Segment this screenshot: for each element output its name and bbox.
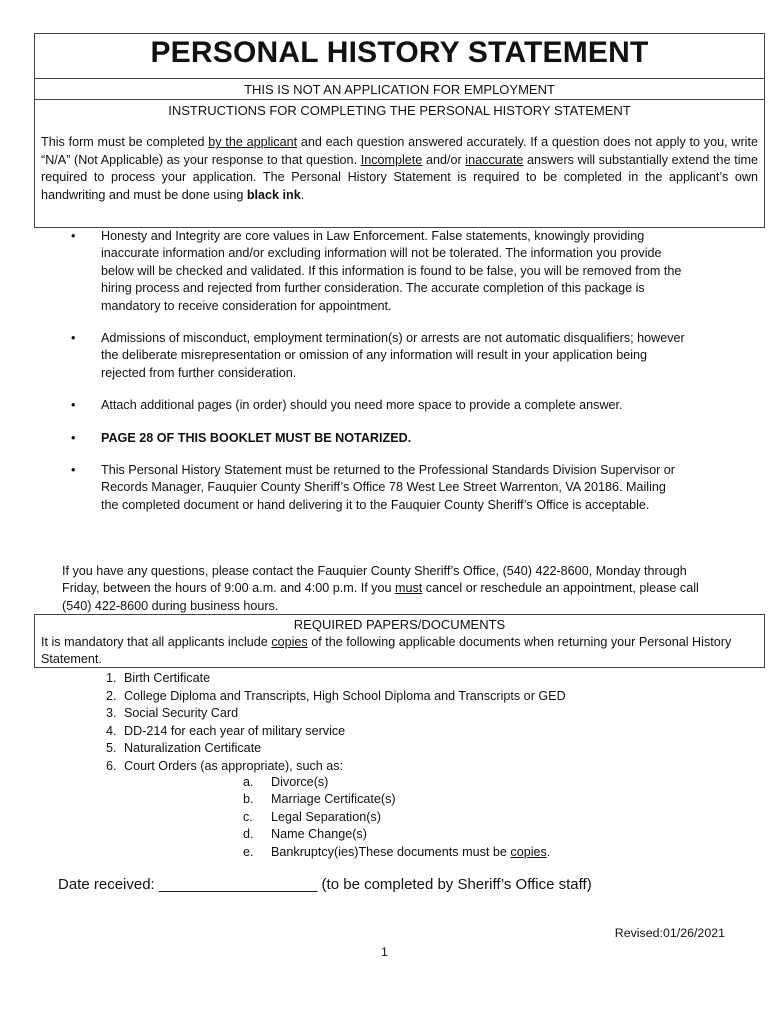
list-underline: copies — [510, 844, 547, 859]
instructions-heading: INSTRUCTIONS FOR COMPLETING THE PERSONAL HISTORY STATEMENT — [168, 103, 631, 118]
bullet-text: Admissions of misconduct, employment termination(s) or arrests are not automatic disqualifiers; however the deliberate misrepresentation or omission of any information will result in your application being rejected from further consideration. — [101, 331, 685, 380]
intro-text: and/or — [422, 152, 466, 167]
contact-text: If you have any questions, please contact the Fauquier County Sheriff’s Office, (540) 422-8600, Monday through Friday, between the hours of 9:00 a.m. and 4:00 p.m. If you — [62, 564, 687, 596]
list-item — [243, 791, 550, 808]
intro-text: This form must be completed — [41, 135, 209, 149]
required-documents-box — [34, 614, 765, 668]
list-text: Naturalization Certificate — [124, 741, 262, 756]
intro-paragraph — [41, 134, 758, 204]
list-text: Marriage Certificate(s) — [271, 792, 396, 807]
bullet-icon: • — [71, 229, 76, 243]
instruction-bullets — [65, 228, 685, 529]
contact-paragraph — [62, 563, 702, 615]
list-number: 2. — [106, 688, 117, 703]
required-text-part: of the following applicable documents when returning your Personal History Statement. — [41, 635, 732, 667]
court-orders-list — [243, 774, 550, 861]
list-number: 3. — [106, 706, 117, 721]
list-text: DD-214 for each year of military service — [124, 723, 346, 738]
bullet-text: PAGE 28 OF THIS BOOKLET MUST BE NOTARIZED. — [101, 430, 412, 445]
instructions-box — [34, 33, 765, 228]
intro-underline: Incomplete — [360, 152, 423, 167]
bullet-item — [65, 330, 685, 382]
list-number: 6. — [106, 758, 117, 773]
bullet-item — [65, 397, 685, 414]
page-number: 1 — [381, 945, 388, 959]
divider — [35, 99, 764, 100]
intro-text: answers will substantially extend the time required to process your application. The Personal History Statement is required to be completed in the applicant’s own handwriting and must be done using — [41, 152, 758, 202]
list-item — [106, 758, 566, 776]
documents-list — [106, 670, 566, 776]
bullet-icon: • — [71, 430, 76, 445]
list-text: Bankruptcy(ies)These documents must be — [271, 844, 511, 859]
intro-text: and each question answered accurately. If a question does not apply to you, write “N/A” (Not Applicable) as your response to that question. — [41, 135, 758, 167]
revised-date: Revised:01/26/2021 — [614, 926, 725, 940]
list-item — [106, 723, 566, 741]
intro-bold: black ink — [246, 187, 301, 202]
list-text: Legal Separation(s) — [271, 809, 381, 824]
list-letter: b. — [243, 792, 254, 807]
list-item — [243, 809, 550, 826]
bullet-text: Honesty and Integrity are core values in Law Enforcement. False statements, knowingly providing inaccurate information and/or excluding information will not be tolerated. The information you provide below will be checked and validated. If this information is found to be false, you will be removed from the hiring process and rejected from further consideration. The accurate completion of this package is mandatory to receive consideration for appointment. — [101, 229, 682, 313]
bullet-icon: • — [71, 398, 76, 413]
list-number: 1. — [106, 671, 117, 685]
contact-underline: must — [395, 581, 423, 596]
bullet-icon: • — [71, 463, 76, 478]
contact-text: cancel or reschedule an appointment, please call (540) 422-8600 during business hours. — [62, 581, 699, 613]
list-text: Court Orders (as appropriate), such as: — [124, 758, 344, 773]
required-text — [41, 634, 758, 669]
list-item — [106, 740, 566, 758]
list-number: 5. — [106, 741, 117, 756]
intro-text: . — [300, 187, 305, 202]
list-item — [106, 705, 566, 723]
divider — [35, 78, 764, 79]
bullet-text: Attach additional pages (in order) should you need more space to provide a complete answer. — [101, 398, 623, 413]
list-item — [106, 688, 566, 706]
list-letter: c. — [243, 809, 253, 824]
bullet-item — [65, 228, 685, 315]
list-number: 4. — [106, 723, 117, 738]
list-letter: d. — [243, 827, 254, 842]
bullet-item — [65, 430, 685, 447]
list-item — [106, 670, 566, 688]
list-item — [243, 774, 550, 791]
required-text-part: It is mandatory that all applicants include — [41, 635, 272, 649]
list-letter: e. — [243, 844, 254, 859]
list-letter: a. — [243, 775, 254, 789]
list-text: Divorce(s) — [271, 775, 329, 789]
intro-underline: by the applicant — [208, 135, 298, 149]
bullet-icon: • — [71, 331, 76, 346]
list-text: College Diploma and Transcripts, High School Diploma and Transcripts or GED — [124, 688, 566, 703]
list-text: . — [546, 844, 551, 859]
list-text: Name Change(s) — [271, 827, 367, 842]
intro-underline: inaccurate — [465, 152, 524, 167]
list-text: Social Security Card — [124, 706, 239, 721]
page-title: PERSONAL HISTORY STATEMENT — [150, 36, 649, 69]
bullet-text: This Personal History Statement must be returned to the Professional Standards Division Supervisor or Records Manager, Fauquier County Sheriff’s Office 78 West Lee Street Warrenton, VA 20186. Mailing the completed document or hand delivering it to the Fauquier County Sheriff’s Office is acceptable. — [101, 463, 675, 512]
list-item — [243, 844, 550, 861]
date-received-line: Date received: ___________________ (to be completed by Sheriff’s Office staff) — [58, 876, 592, 893]
required-heading: REQUIRED PAPERS/DOCUMENTS — [293, 617, 506, 632]
list-text: Birth Certificate — [124, 671, 211, 685]
bullet-item — [65, 462, 685, 514]
list-item — [243, 826, 550, 843]
required-underline: copies — [271, 635, 308, 649]
notice-text: THIS IS NOT AN APPLICATION FOR EMPLOYMENT — [244, 82, 555, 97]
